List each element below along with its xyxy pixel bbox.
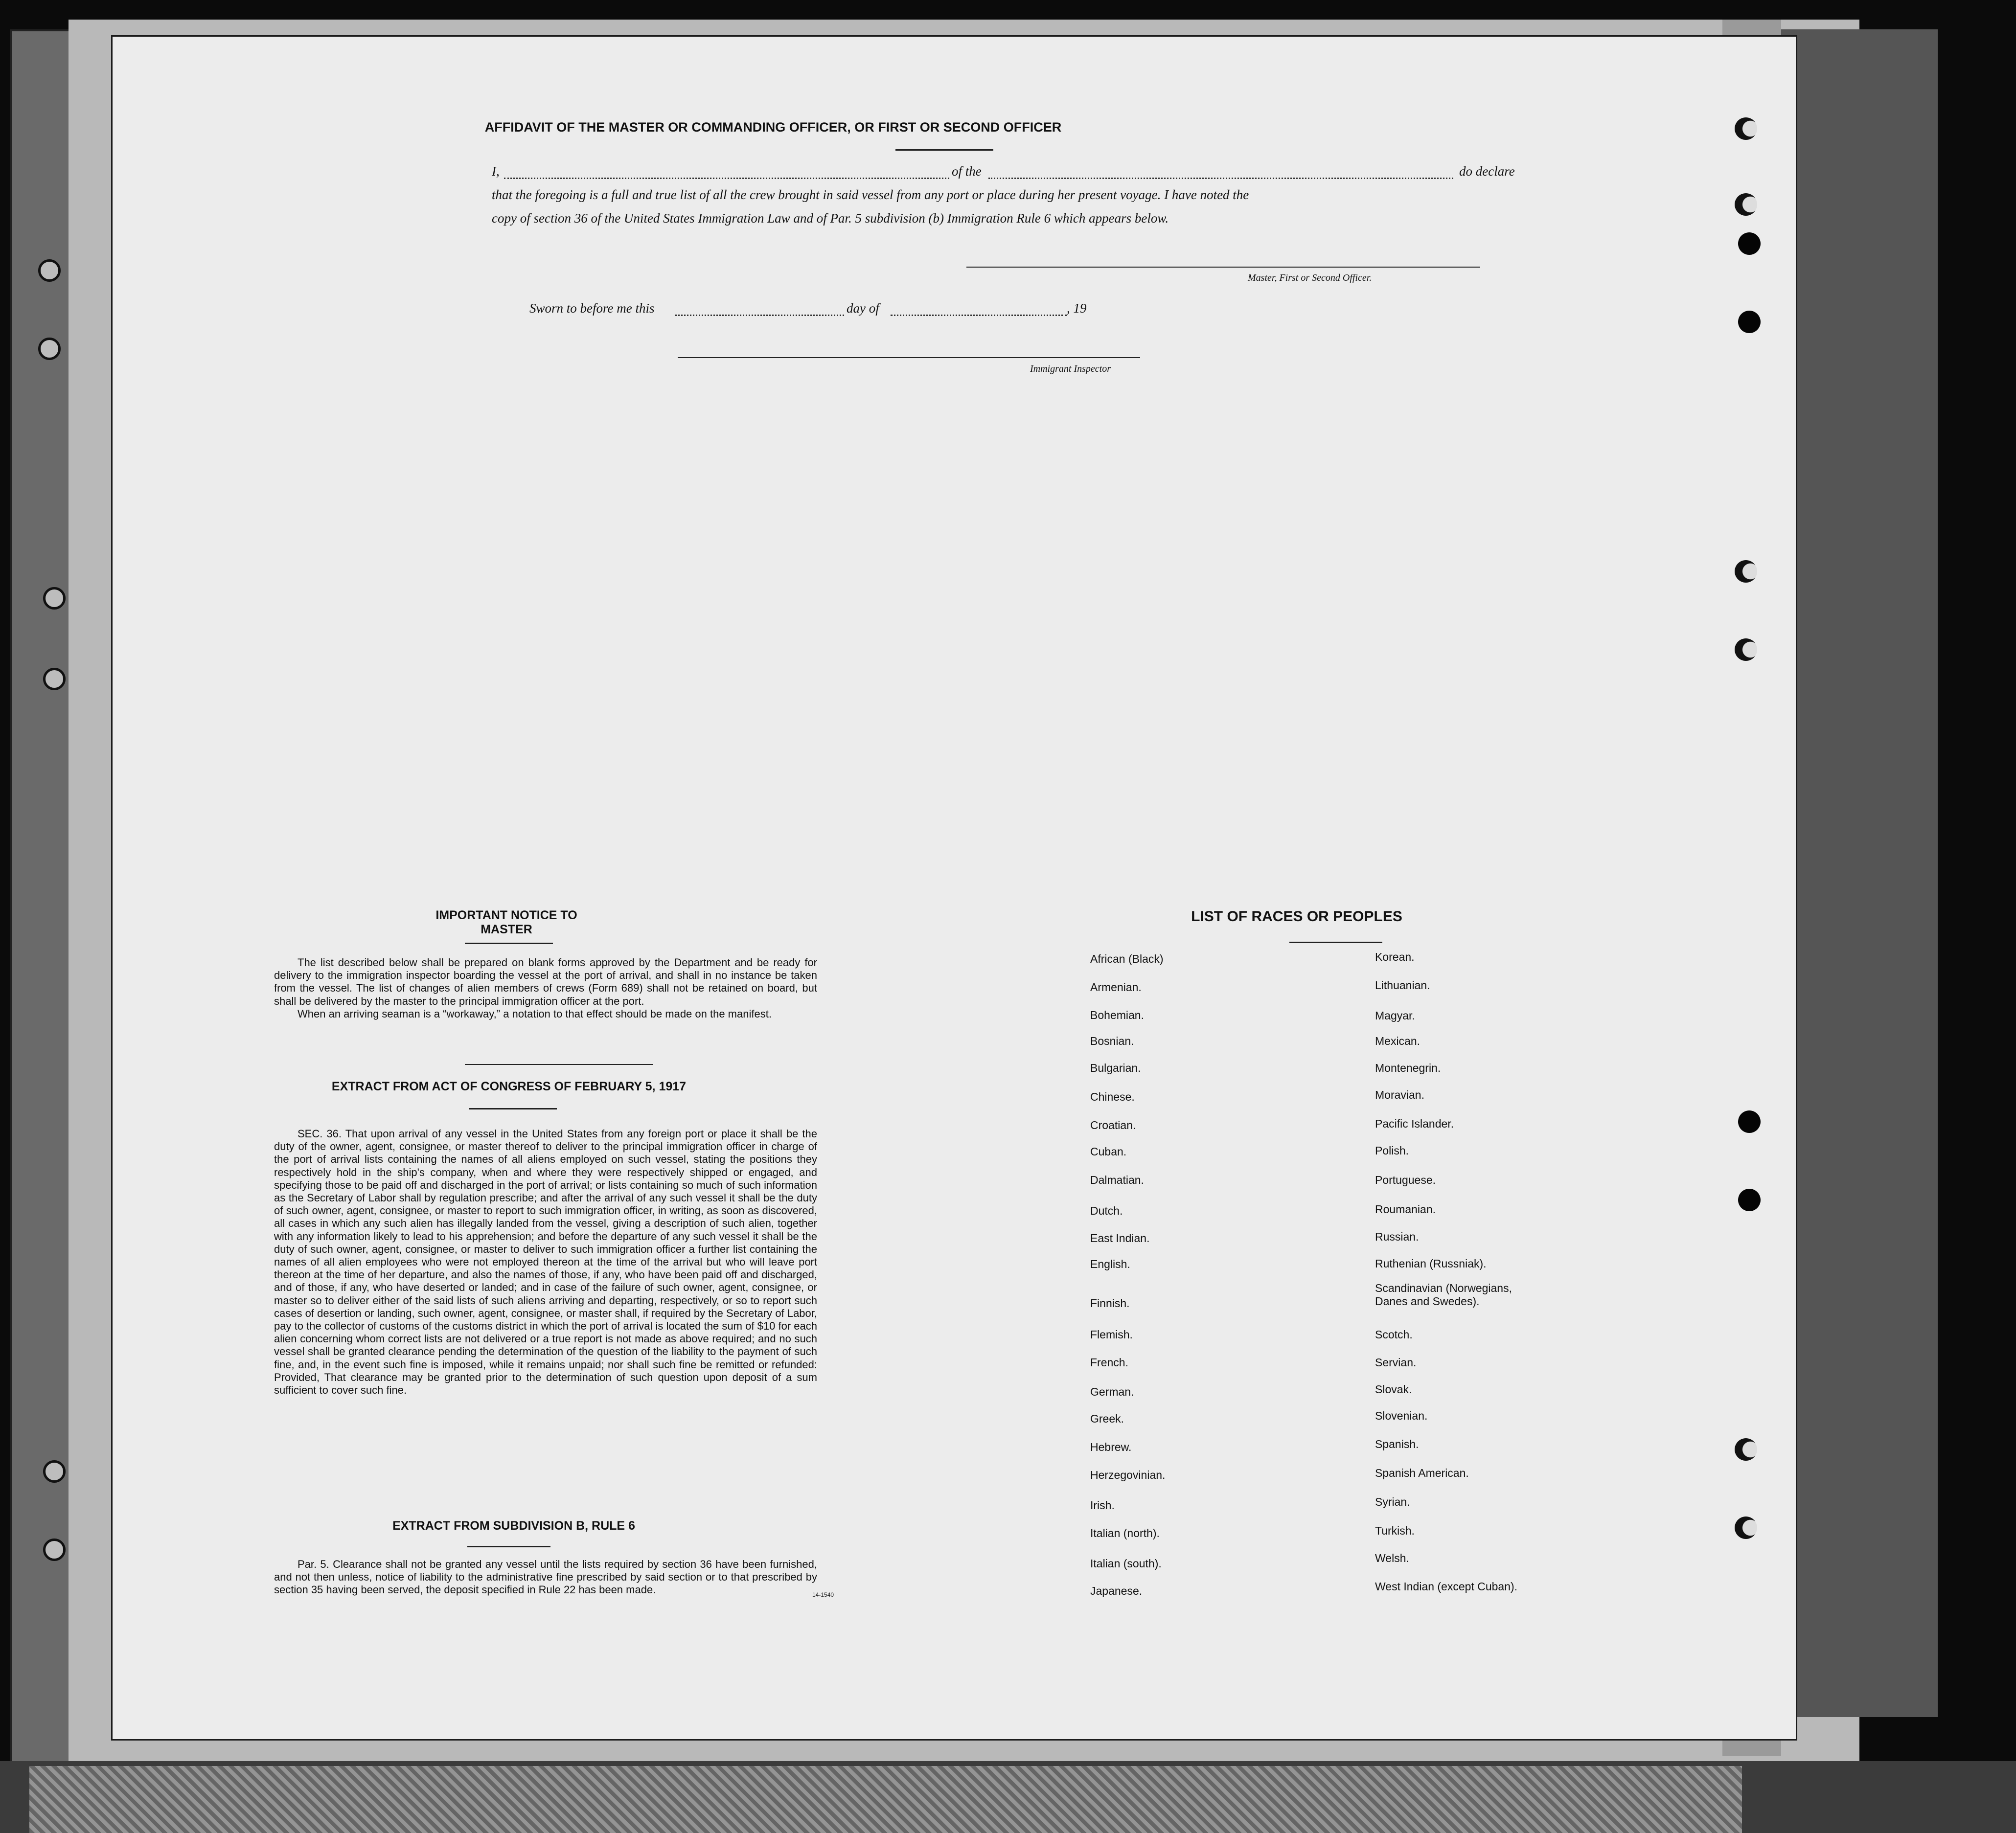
punch-hole bbox=[1735, 1438, 1757, 1461]
master-name-field[interactable] bbox=[504, 178, 949, 179]
sworn-label: Sworn to before me this bbox=[529, 301, 655, 316]
race-right-item: Moravian. bbox=[1375, 1088, 1424, 1101]
race-left-item: Herzegovinian. bbox=[1090, 1469, 1166, 1481]
act-divider bbox=[469, 1108, 557, 1109]
race-left-item: Cuban. bbox=[1090, 1145, 1127, 1158]
act-extract-body bbox=[274, 1128, 817, 1397]
form-number: 14-1540 bbox=[812, 1591, 834, 1598]
rule-divider bbox=[467, 1546, 550, 1547]
race-left-item: Irish. bbox=[1090, 1499, 1115, 1512]
act-extract-title: EXTRACT FROM ACT OF CONGRESS OF FEBRUARY 5, 1917 bbox=[331, 1080, 687, 1093]
notice-divider bbox=[465, 943, 553, 944]
punch-hole bbox=[38, 338, 61, 360]
punch-hole bbox=[1735, 1516, 1757, 1539]
race-right-item: Scandinavian (Norwegians, Danes and Swedes). bbox=[1375, 1282, 1512, 1308]
race-left-item: Italian (north). bbox=[1090, 1527, 1160, 1539]
act-section-36-text: SEC. 36. That upon arrival of any vessel in the United States from any foreign port or place it shall be the duty of the owner, agent, consignee, or master thereof to deliver to the principal immigration officer in charge of the port of arrival lists containing the names of all aliens employed on such vessel, stating the positions they respectively hold in the ship's company, when and where they were respectively shipped or engaged, and specifying those to be paid off and discharged in the port of arrival; or lists containing so much of such information as the Secretary of Labor shall by regulation prescribe; and after the arrival of any such vessel it shall be the duty of such owner, agent, consignee, or master to report to such immigration officer, in writing, as soon as discovered, all cases in which any such alien has illegally landed from the vessel, giving a description of such alien, together with any information likely to lead to his apprehension; and before the departure of any such vessel it shall be the duty of such owner, agent, consignee, or master to deliver to such immigration officer a further list containing the names of all alien employees who were not employed thereon at the time of the arrival but who will leave port thereon at the time of her departure, and also the names of those, if any, who have been paid off and discharged, and of those, if any, who have deserted or landed; and in case of the failure of such owner, agent, consignee, or master so to deliver either of the said lists of such aliens arriving and departing, respectively, or so to report such cases of desertion or landing, such owner, agent, consignee, or master shall, if required by the Secretary of Labor, pay to the collector of customs of the customs district in which the port of arrival is located the sum of $10 for each alien concerning whom correct lists are not delivered or a true report is not made as above required; and no such vessel shall be granted clearance pending the determination of the question of the liability to the payment of such fine, and, in the event such fine is imposed, while it remains unpaid; nor shall such fine be remitted or refunded: Provided, That clearance may be granted prior to the determination of such question upon deposit of a sum sufficient to cover such fine. bbox=[274, 1128, 817, 1397]
race-right-item: Polish. bbox=[1375, 1144, 1409, 1157]
race-right-item: Pacific Islander. bbox=[1375, 1117, 1454, 1130]
rule-paragraph-5: Par. 5. Clearance shall not be granted any vessel until the lists required by section 36 have been furnished, and not then unless, notice of liability to the administrative fine prescribed by said section or to that prescribed by section 35 having been served, the deposit specified in Rule 22 has been made. bbox=[274, 1558, 817, 1596]
race-right-item: Spanish. bbox=[1375, 1438, 1419, 1450]
punch-hole bbox=[1738, 311, 1761, 333]
race-left-item: Chinese. bbox=[1090, 1090, 1135, 1103]
punch-hole bbox=[1738, 1110, 1761, 1133]
punch-hole bbox=[38, 259, 61, 282]
affidavit-of-the-label: of the bbox=[952, 164, 982, 179]
affidavit-declare-label: do declare bbox=[1459, 164, 1515, 179]
race-right-item: Ruthenian (Russniak). bbox=[1375, 1257, 1487, 1270]
race-left-item: Bosnian. bbox=[1090, 1035, 1134, 1047]
binder-pattern bbox=[29, 1766, 1742, 1833]
race-left-item: English. bbox=[1090, 1258, 1130, 1270]
races-title: LIST OF RACES OR PEOPLES bbox=[1191, 908, 1402, 925]
race-left-item: Dutch. bbox=[1090, 1204, 1123, 1217]
race-left-item: French. bbox=[1090, 1356, 1128, 1369]
races-divider bbox=[1289, 942, 1382, 943]
punch-hole bbox=[1738, 1189, 1761, 1211]
race-left-item: Dalmatian. bbox=[1090, 1174, 1144, 1186]
affidavit-title: AFFIDAVIT OF THE MASTER OR COMMANDING OFFICER, OR FIRST OR SECOND OFFICER bbox=[484, 120, 1062, 135]
race-left-item: Croatian. bbox=[1090, 1119, 1136, 1131]
master-signature-line[interactable] bbox=[966, 267, 1480, 268]
inspector-signature-line[interactable] bbox=[678, 357, 1140, 358]
race-right-item: Portuguese. bbox=[1375, 1174, 1436, 1186]
race-right-item: Spanish American. bbox=[1375, 1467, 1469, 1479]
race-right-item: Mexican. bbox=[1375, 1035, 1420, 1047]
punch-hole bbox=[1735, 560, 1757, 583]
notice-paragraph-1: The list described below shall be prepared on blank forms approved by the Department and be ready for delivery to the immigration inspector boarding the vessel at the port of arrival, and shall in no instance be taken from the vessel. The list of changes of alien members of crews (Form 689) shall not be retained on board, but shall be delivered by the master to the principal immigration officer at the port. bbox=[274, 956, 817, 1007]
race-left-item: African (Black) bbox=[1090, 952, 1164, 965]
day-of-label: day of bbox=[847, 301, 879, 316]
rule-extract-title: EXTRACT FROM SUBDIVISION B, RULE 6 bbox=[392, 1519, 635, 1533]
affidavit-line-2: that the foregoing is a full and true list of all the crew brought in said vessel from any port or place during her present voyage. I have noted the bbox=[492, 187, 1249, 202]
title-divider bbox=[895, 149, 993, 151]
race-right-item: Scotch. bbox=[1375, 1328, 1413, 1341]
manifest-page bbox=[113, 37, 1796, 1739]
rule-extract-body bbox=[274, 1558, 817, 1597]
inspector-label: Immigrant Inspector bbox=[1030, 363, 1111, 374]
race-left-item: Bohemian. bbox=[1090, 1009, 1144, 1021]
race-right-item: Syrian. bbox=[1375, 1495, 1410, 1508]
notice-paragraph-2: When an arriving seaman is a “workaway,” a notation to that effect should be made on the manifest. bbox=[298, 1007, 772, 1020]
race-right-item: Magyar. bbox=[1375, 1009, 1415, 1022]
punch-hole bbox=[43, 1460, 66, 1483]
notice-body bbox=[274, 956, 817, 1020]
race-left-item: Finnish. bbox=[1090, 1297, 1130, 1310]
race-right-item: Roumanian. bbox=[1375, 1203, 1436, 1216]
affidavit-line-3: copy of section 36 of the United States Immigration Law and of Par. 5 subdivision (b) Immigration Rule 6 which appears below. bbox=[492, 211, 1169, 226]
race-right-item: Russian. bbox=[1375, 1230, 1419, 1243]
punch-hole bbox=[43, 587, 66, 610]
sworn-day-field[interactable] bbox=[675, 315, 844, 316]
race-right-item: Slovenian. bbox=[1375, 1409, 1428, 1422]
race-right-item: Lithuanian. bbox=[1375, 979, 1430, 992]
race-right-item: Turkish. bbox=[1375, 1524, 1415, 1537]
race-left-item: Greek. bbox=[1090, 1412, 1124, 1425]
race-right-item: Korean. bbox=[1375, 950, 1415, 963]
race-left-item: German. bbox=[1090, 1385, 1134, 1398]
race-right-item: West Indian (except Cuban). bbox=[1375, 1580, 1518, 1593]
notice-title: IMPORTANT NOTICE TO MASTER bbox=[435, 908, 577, 936]
punch-hole bbox=[43, 1539, 66, 1561]
race-left-item: Flemish. bbox=[1090, 1328, 1133, 1341]
race-left-item: East Indian. bbox=[1090, 1232, 1150, 1245]
punch-hole bbox=[1735, 638, 1757, 661]
vessel-name-field[interactable] bbox=[988, 178, 1453, 179]
punch-hole bbox=[43, 668, 66, 690]
sworn-month-field[interactable] bbox=[891, 315, 1067, 316]
race-right-item: Welsh. bbox=[1375, 1552, 1409, 1564]
race-left-item: Japanese. bbox=[1090, 1584, 1143, 1597]
master-signature-label: Master, First or Second Officer. bbox=[1248, 272, 1372, 283]
race-left-item: Armenian. bbox=[1090, 981, 1142, 994]
section-divider bbox=[465, 1064, 653, 1065]
affidavit-i-label: I, bbox=[492, 164, 500, 179]
race-left-item: Hebrew. bbox=[1090, 1441, 1132, 1453]
punch-hole bbox=[1735, 117, 1757, 140]
punch-hole bbox=[1738, 232, 1761, 255]
race-left-item: Bulgarian. bbox=[1090, 1062, 1141, 1074]
punch-hole bbox=[1735, 193, 1757, 216]
race-right-item: Montenegrin. bbox=[1375, 1062, 1441, 1074]
race-left-item: Italian (south). bbox=[1090, 1557, 1162, 1570]
year-label: , 19 bbox=[1067, 301, 1087, 316]
race-right-item: Slovak. bbox=[1375, 1383, 1412, 1396]
race-right-item: Servian. bbox=[1375, 1356, 1417, 1369]
